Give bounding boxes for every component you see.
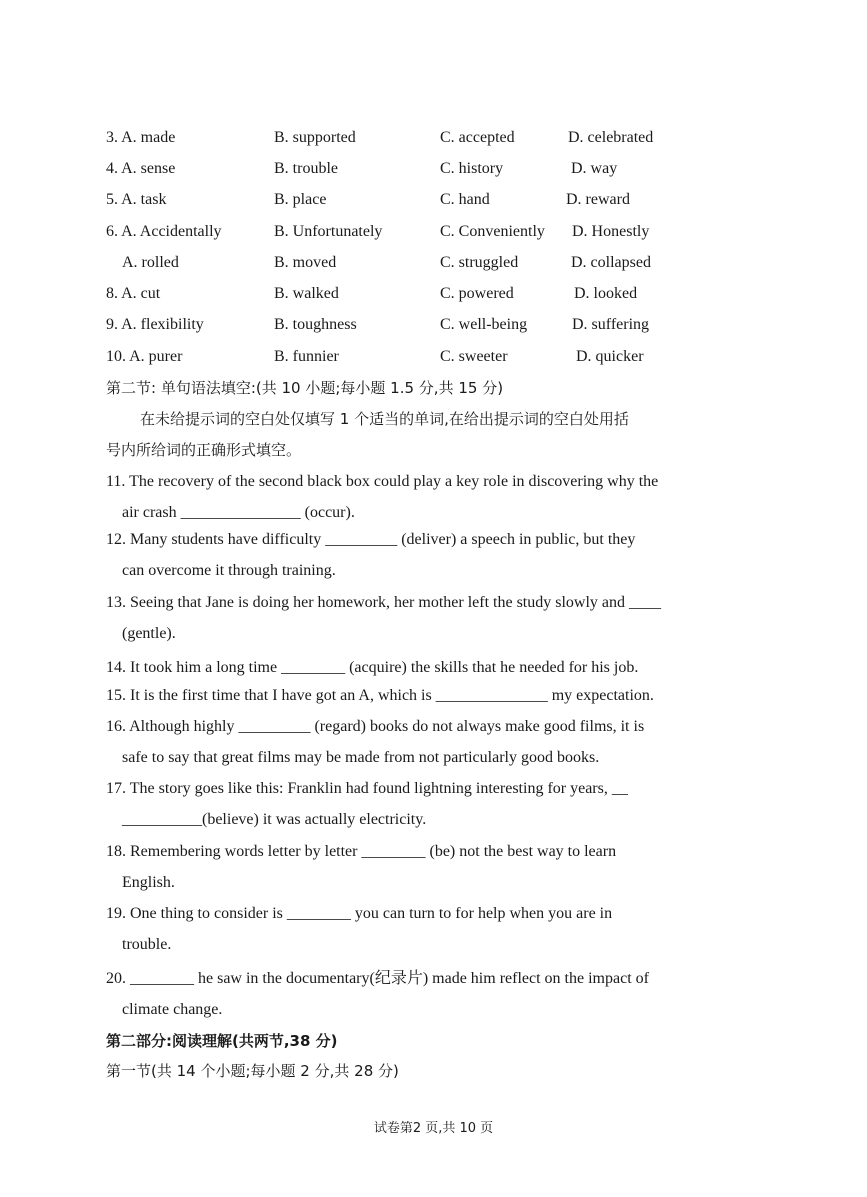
question-17-line-1: 17. The story goes like this: Franklin had found lightning interesting for years, __ [106, 780, 628, 797]
question-12-line-1: 12. Many students have difficulty _________ (deliver) a speech in public, but they [106, 531, 636, 548]
option-d: D. quicker [576, 348, 644, 365]
question-13-line-2: (gentle). [122, 625, 176, 642]
question-17-line-2: __________(believe) it was actually electricity. [122, 811, 427, 828]
page-footer: 试卷第2 页,共 10 页 [373, 1121, 494, 1136]
option-d: D. reward [566, 191, 630, 208]
option-a: 6. A. Accidentally [106, 223, 222, 240]
question-12-line-2: can overcome it through training. [122, 562, 336, 579]
option-b: B. supported [274, 129, 356, 146]
option-d: D. Honestly [572, 223, 650, 240]
question-20-line-1: 20. ________ he saw in the documentary(纪录片) made him reflect on the impact of [106, 970, 649, 987]
option-d: D. looked [574, 285, 638, 302]
option-d: D. collapsed [571, 254, 651, 271]
question-11-line-2: air crash _______________ (occur). [122, 504, 355, 521]
option-c: C. Conveniently [440, 223, 545, 240]
option-c: C. sweeter [440, 348, 508, 365]
option-a: 9. A. flexibility [106, 316, 204, 333]
option-a: 10. A. purer [106, 348, 183, 365]
option-b: B. toughness [274, 316, 357, 333]
option-c: C. powered [440, 285, 514, 302]
question-19-line-2: trouble. [122, 936, 172, 953]
section-heading: 第二节: 单句语法填空:(共 10 小题;每小题 1.5 分,共 15 分) [106, 379, 504, 397]
question-14: 14. It took him a long time ________ (acquire) the skills that he needed for his job. [106, 659, 639, 676]
option-c: C. hand [440, 191, 490, 208]
option-a: 3. A. made [106, 129, 176, 146]
option-a: 8. A. cut [106, 285, 161, 302]
option-b: B. walked [274, 285, 339, 302]
question-16-line-2: safe to say that great films may be made from not particularly good books. [122, 749, 600, 766]
question-13-line-1: 13. Seeing that Jane is doing her homework, her mother left the study slowly and ____ [106, 594, 662, 611]
question-20-line-2: climate change. [122, 1001, 223, 1018]
option-c: C. struggled [440, 254, 519, 271]
question-11-line-1: 11. The recovery of the second black box could play a key role in discovering why the [106, 473, 659, 490]
option-a: A. rolled [122, 254, 179, 271]
question-18-line-1: 18. Remembering words letter by letter ________ (be) not the best way to learn [106, 843, 617, 860]
option-b: B. funnier [274, 348, 339, 365]
option-a: 5. A. task [106, 191, 167, 208]
instructions-line-2: 号内所给词的正确形式填空。 [106, 441, 302, 459]
option-b: B. Unfortunately [274, 223, 383, 240]
option-b: B. place [274, 191, 327, 208]
option-c: C. well-being [440, 316, 528, 333]
instructions-line-1: 在未给提示词的空白处仅填写 1 个适当的单词,在给出提示词的空白处用括 [140, 410, 629, 428]
part-two-section-one: 第一节(共 14 个小题;每小题 2 分,共 28 分) [106, 1062, 399, 1080]
question-19-line-1: 19. One thing to consider is ________ you can turn to for help when you are in [106, 905, 613, 922]
option-b: B. moved [274, 254, 337, 271]
question-18-line-2: English. [122, 874, 175, 891]
option-b: B. trouble [274, 160, 338, 177]
question-16-line-1: 16. Although highly _________ (regard) books do not always make good films, it is [106, 718, 645, 735]
option-d: D. way [571, 160, 618, 177]
option-c: C. history [440, 160, 504, 177]
option-a: 4. A. sense [106, 160, 176, 177]
option-d: D. suffering [572, 316, 650, 333]
part-two-heading: 第二部分:阅读理解(共两节,38 分) [106, 1032, 338, 1050]
option-d: D. celebrated [568, 129, 654, 146]
question-15: 15. It is the first time that I have got an A, which is ______________ my expectation. [106, 687, 654, 704]
option-c: C. accepted [440, 129, 515, 146]
